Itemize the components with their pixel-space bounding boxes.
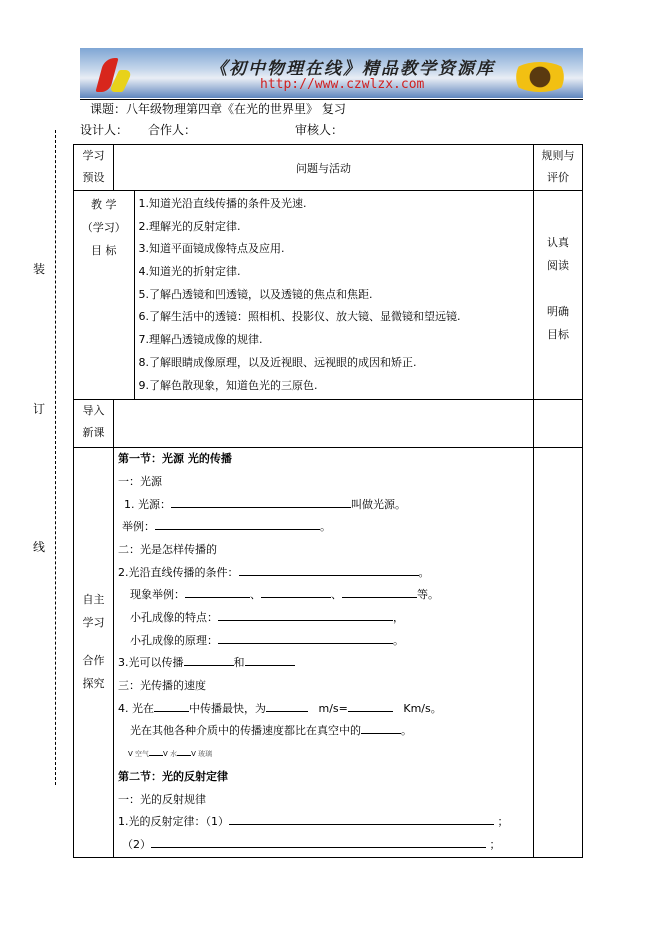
fill-line: 3.光可以传播 和 bbox=[118, 652, 529, 675]
objectives-label: 教 学 （学习） 目 标 bbox=[74, 191, 135, 400]
blank-field[interactable] bbox=[185, 585, 250, 598]
blank-field[interactable] bbox=[239, 563, 419, 576]
fill-line: 小孔成像的特点： ， bbox=[118, 607, 529, 630]
binding-char: 装 bbox=[33, 262, 46, 276]
blank-field[interactable] bbox=[151, 835, 486, 848]
binding-char: 订 bbox=[33, 402, 46, 416]
objective-item: 8.了解眼睛成像原理，以及近视眼、远视眼的成因和矫正. bbox=[138, 355, 417, 369]
intro-row bbox=[74, 400, 583, 448]
blank-field[interactable] bbox=[342, 585, 417, 598]
header-row bbox=[74, 145, 583, 191]
divider bbox=[80, 99, 583, 100]
subheading: 三：光传播的速度 bbox=[118, 679, 206, 693]
blank-field[interactable] bbox=[171, 495, 351, 508]
intro-label: 导入 新课 bbox=[74, 400, 114, 448]
blank-field[interactable] bbox=[155, 517, 320, 530]
blank-field[interactable] bbox=[229, 812, 494, 825]
main-label: 自主 学习 合作 探究 bbox=[74, 448, 114, 857]
section-heading: 第二节：光的反射定律 bbox=[118, 769, 228, 783]
objective-item: 7.理解凸透镜成像的规律. bbox=[138, 333, 263, 347]
lesson-table bbox=[73, 144, 583, 858]
objectives-list bbox=[134, 191, 533, 400]
objective-item: 3.知道平面镜成像特点及应用. bbox=[138, 242, 285, 256]
blank-field[interactable] bbox=[184, 653, 234, 666]
header-col2: 问题与活动 bbox=[114, 145, 534, 191]
fill-line: 2.光沿直线传播的条件： 。 bbox=[118, 562, 529, 585]
sunflower-icon bbox=[510, 62, 570, 92]
subheading: 一：光源 bbox=[118, 474, 162, 488]
objective-item: 2.理解光的反射定律. bbox=[138, 219, 241, 233]
banner bbox=[80, 48, 583, 98]
header-col3: 规则与 评价 bbox=[534, 145, 583, 191]
blank-field[interactable] bbox=[218, 631, 393, 644]
objective-item: 9.了解色散现象，知道色光的三原色. bbox=[138, 378, 318, 392]
blank-field[interactable] bbox=[154, 699, 189, 712]
blank-field[interactable] bbox=[149, 747, 163, 756]
intro-eval bbox=[534, 400, 583, 448]
binding-char: 线 bbox=[33, 540, 46, 554]
subheading: 一：光的反射规律 bbox=[118, 792, 206, 806]
blank-field[interactable] bbox=[261, 585, 331, 598]
cooperator-label: 合作人： bbox=[148, 123, 197, 137]
main-content bbox=[114, 448, 534, 857]
blank-field[interactable] bbox=[245, 653, 295, 666]
objectives-eval: 认真 阅读 明确 目标 bbox=[534, 191, 583, 400]
header-col1: 学习 预设 bbox=[74, 145, 114, 191]
blank-field[interactable] bbox=[177, 747, 191, 756]
blank-field[interactable] bbox=[361, 721, 401, 734]
objectives-row bbox=[74, 191, 583, 400]
section-heading: 第一节：光源 光的传播 bbox=[118, 452, 232, 466]
banner-title: 《初中物理在线》精品教学资源库 bbox=[210, 59, 495, 79]
binding-line bbox=[55, 130, 56, 785]
blank-field[interactable] bbox=[348, 699, 393, 712]
fill-line: 光在其他各种介质中的传播速度都比在真空中的 。 bbox=[118, 720, 529, 743]
fill-line: 小孔成像的原理： 。 bbox=[118, 630, 529, 653]
reviewer-label: 审核人： bbox=[295, 123, 344, 137]
banner-url[interactable]: http://www.czwlzx.com bbox=[260, 77, 425, 92]
fill-line: 举例： 。 bbox=[118, 516, 529, 539]
objective-item: 4.知道光的折射定律. bbox=[138, 265, 241, 279]
blank-field[interactable] bbox=[218, 608, 393, 621]
objective-item: 5.了解凸透镜和凹透镜，以及透镜的焦点和焦距. bbox=[138, 287, 373, 301]
fill-line: 4. 光在 中传播最快，为 m/s= Km/s。 bbox=[118, 698, 529, 721]
objective-item: 1.知道光沿直线传播的条件及光速. bbox=[138, 197, 307, 210]
intro-content[interactable] bbox=[114, 400, 534, 448]
designer-label: 设计人： bbox=[80, 123, 129, 137]
main-eval bbox=[534, 448, 583, 857]
fill-line: 1.光的反射定律：（1） ； bbox=[118, 811, 529, 834]
subheading: 二：光是怎样传播的 bbox=[118, 542, 217, 556]
fill-line: （2） ； bbox=[118, 834, 529, 857]
blank-field[interactable] bbox=[266, 699, 308, 712]
fill-line: 现象举例： 、 、 等。 bbox=[118, 584, 529, 607]
fill-line: 1. 光源： 叫做光源。 bbox=[118, 494, 529, 517]
objective-item: 6.了解生活中的透镜：照相机、投影仪、放大镜、显微镜和望远镜. bbox=[138, 310, 461, 324]
lesson-topic: 课题：八年级物理第四章《在光的世界里》 复习 bbox=[90, 102, 346, 116]
speed-compare: V 空气 V 水 V 玻璃 bbox=[118, 743, 529, 766]
main-row bbox=[74, 448, 583, 857]
